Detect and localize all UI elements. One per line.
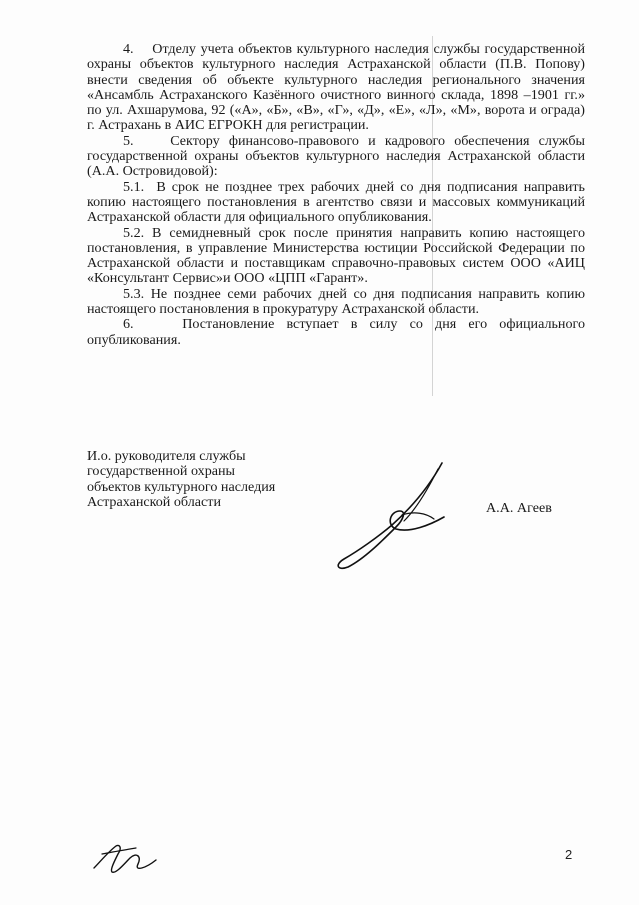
signatory-title-line-4: Астраханской области <box>87 493 221 510</box>
page-number: 2 <box>565 847 573 862</box>
paragraph-5: 5. Сектору финансово-правового и кадрового обеспечения службы государственной охраны объектов культурного наследия Астраханской области (А.А. Островидовой): <box>87 132 585 180</box>
paragraph-5-2: 5.2. В семидневный срок после принятия направить копию настоящего постановления, в управление Министерства юстиции Российской Федерации по Астраханской области и поставщикам справочно-правовых систем ООО «АИЦ «Консультант Сервис»и ООО «ЦПП «Гарант». <box>87 224 585 287</box>
signer-name: А.А. Агеев <box>486 500 552 516</box>
handwritten-initials <box>90 838 162 878</box>
signatory-title-line-2: государственной охраны <box>87 463 236 480</box>
handwritten-signature <box>330 455 460 575</box>
signatory-title-line-3: объектов культурного наследия <box>87 478 276 495</box>
paragraph-6: 6. Постановление вступает в силу со дня его официального опубликования. <box>87 316 585 348</box>
paragraph-5-1: 5.1. В срок не позднее трех рабочих дней со дня подписания направить копию настоящего постановления в агентство связи и массовых коммуникаций Астраханской области для официального опубликования. <box>87 178 585 226</box>
document-body <box>87 42 585 348</box>
paragraph-5-3: 5.3. Не позднее семи рабочих дней со дня подписания направить копию настоящего постановления в прокуратуру Астраханской области. <box>87 285 585 318</box>
paragraph-4: 4. Отделу учета объектов культурного наследия службы государственной охраны объектов культурного наследия Астраханской области (П.В. Попову) внести сведения об объекте культурного наследия регионального значения «Ансамбль Астраханского Казённого очистного винного склада, 1898 –1901 гг.» по ул. Ахшарумова, 92 («А», «Б», «В», «Г», «Д», «Е», «Л», «М», ворота и ограда) г. Астрахань в АИС ЕГРОКН для регистрации. <box>87 41 585 134</box>
signatory-title-line-1: И.о. руководителя службы <box>87 448 246 464</box>
signatory-title-block <box>87 449 327 510</box>
